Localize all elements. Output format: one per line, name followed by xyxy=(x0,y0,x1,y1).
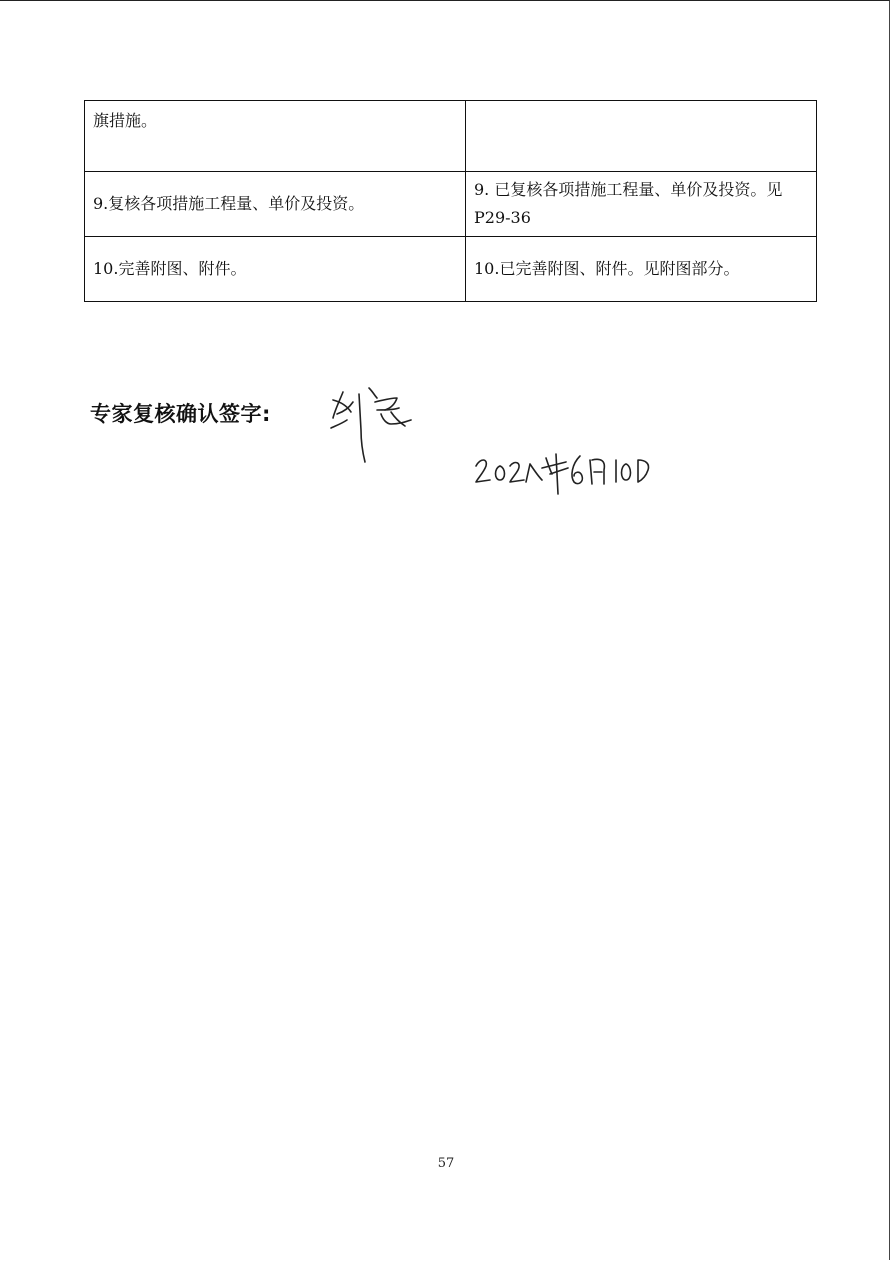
page-number: 57 xyxy=(437,1156,455,1171)
table-cell-opinion: 9.复核各项措施工程量、单价及投资。 xyxy=(85,172,466,237)
review-table xyxy=(84,100,817,302)
table-row xyxy=(85,101,817,172)
table-cell-response: 9. 已复核各项措施工程量、单价及投资。见P29-36 xyxy=(466,172,817,237)
handwritten-date xyxy=(470,440,660,500)
table-row xyxy=(85,237,817,302)
table-cell-opinion: 10.完善附图、附件。 xyxy=(85,237,466,302)
table-row xyxy=(85,172,817,237)
handwritten-signature xyxy=(325,380,425,470)
signature-label: 专家复核确认签字: xyxy=(90,402,271,426)
table-cell-response: 10.已完善附图、附件。见附图部分。 xyxy=(466,237,817,302)
table-cell-opinion: 旗措施。 xyxy=(85,101,466,172)
table-cell-response xyxy=(466,101,817,172)
